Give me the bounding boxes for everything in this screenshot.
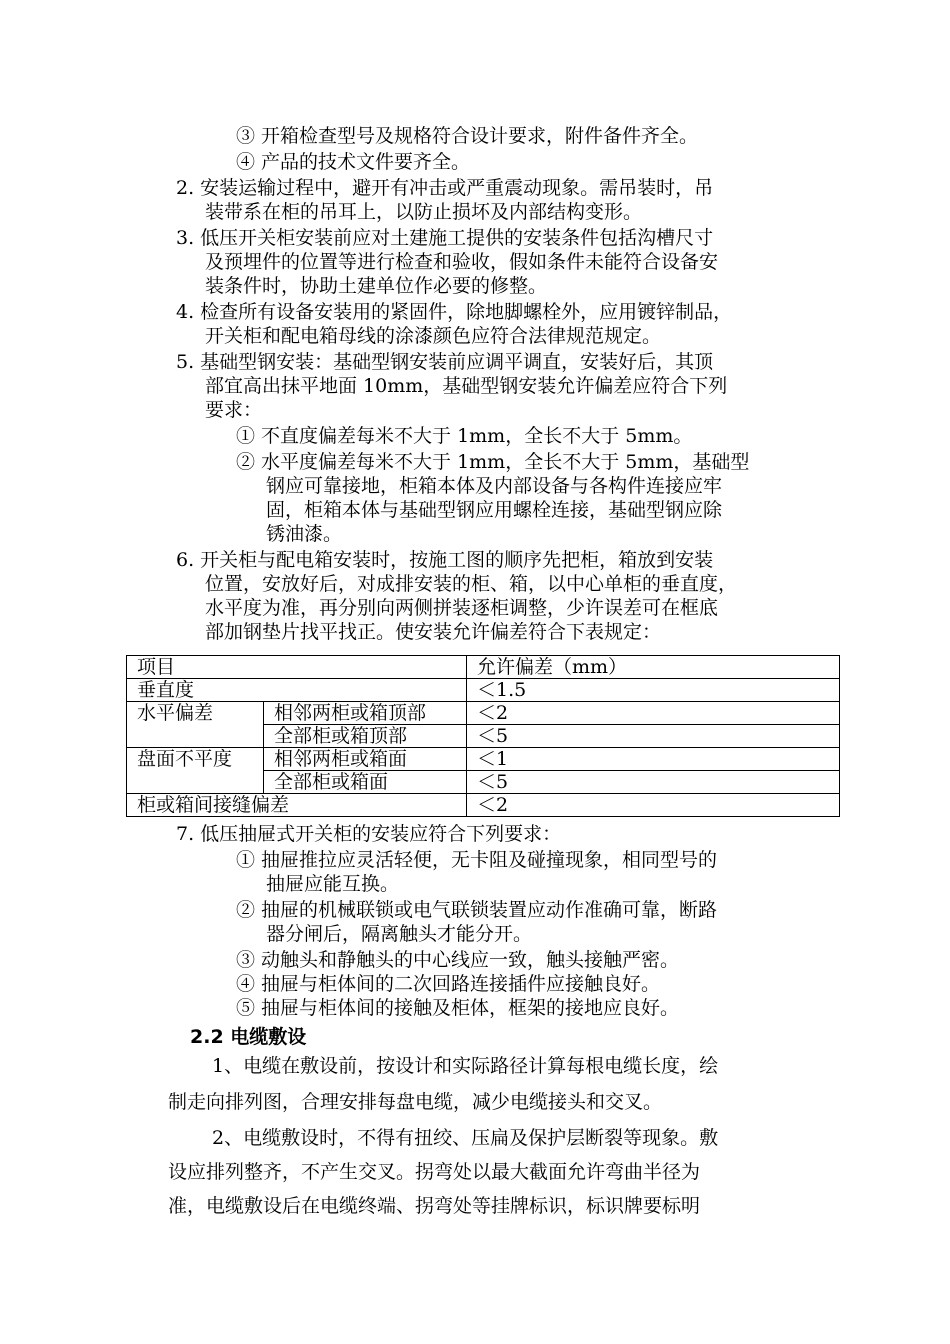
table-row	[127, 679, 840, 702]
list-item-5: 5. 基础型钢安装：基础型钢安装前应调平调直，安装好后，其顶	[176, 351, 714, 373]
table-cell: 全部柜或箱顶部	[264, 725, 467, 748]
table-cell: ＜1	[467, 748, 840, 771]
list-item-3-cont: 及预埋件的位置等进行检查和验收，假如条件未能符合设备安	[205, 251, 719, 273]
section-heading: 2.2 电缆敷设	[190, 1026, 307, 1048]
list-subitem: ② 水平度偏差每米不大于 1mm，全长不大于 5mm，基础型	[236, 451, 750, 473]
table-cell: 水平偏差	[127, 702, 264, 748]
table-cell: 柜或箱间接缝偏差	[127, 794, 467, 817]
list-item-7: 7. 低压抽屉式开关柜的安装应符合下列要求：	[176, 823, 562, 845]
paragraph-line: 2、电缆敷设时，不得有扭绞、压扁及保护层断裂等现象。敷	[212, 1127, 719, 1149]
table-cell: ＜2	[467, 702, 840, 725]
table-cell: 相邻两柜或箱面	[264, 748, 467, 771]
list-subitem: ⑤ 抽屉与柜体间的接触及柜体，框架的接地应良好。	[236, 997, 680, 1019]
list-item-3-cont: 装条件时，协助土建单位作必要的修整。	[205, 275, 548, 297]
table-header-cell: 项目	[127, 656, 467, 679]
table-cell: 全部柜或箱面	[264, 771, 467, 794]
table-cell: 相邻两柜或箱顶部	[264, 702, 467, 725]
list-subitem: ③ 动触头和静触头的中心线应一致，触头接触严密。	[236, 949, 680, 971]
list-subitem: ② 抽屉的机械联锁或电气联锁装置应动作准确可靠，断路	[236, 899, 718, 921]
list-subitem-cont: 锈油漆。	[266, 523, 343, 545]
list-item-4: 4. 检查所有设备安装用的紧固件，除地脚螺栓外，应用镀锌制品，	[176, 301, 733, 323]
paragraph-line: 1、电缆在敷设前，按设计和实际路径计算每根电缆长度，绘	[212, 1055, 719, 1077]
paragraph-line: 制走向排列图，合理安排每盘电缆，减少电缆接头和交叉。	[168, 1091, 663, 1113]
table-row	[127, 794, 840, 817]
list-item-5-cont: 要求：	[205, 399, 263, 421]
table-cell: ＜1.5	[467, 679, 840, 702]
list-item-5-cont: 部宜高出抹平地面 10mm，基础型钢安装允许偏差应符合下列	[205, 375, 728, 397]
list-item-2-cont: 装带系在柜的吊耳上，以防止损坏及内部结构变形。	[205, 201, 643, 223]
paragraph-line: 设应排列整齐，不产生交叉。拐弯处以最大截面允许弯曲半径为	[168, 1161, 701, 1183]
list-item-6-cont: 水平度为准，再分别向两侧拼装逐柜调整，少许误差可在框底	[205, 597, 719, 619]
table-row	[127, 656, 840, 679]
list-item-6-cont: 部加钢垫片找平找正。使安装允许偏差符合下表规定：	[205, 621, 662, 643]
list-subitem-cont: 器分闸后，隔离触头才能分开。	[266, 923, 533, 945]
table-row	[127, 748, 840, 771]
list-item-4-cont: 开关柜和配电箱母线的涂漆颜色应符合法律规范规定。	[205, 325, 662, 347]
table-cell: ＜5	[467, 725, 840, 748]
paragraph-line: 准，电缆敷设后在电缆终端、拐弯处等挂牌标识，标识牌要标明	[168, 1195, 701, 1217]
table-header-cell: 允许偏差（mm）	[467, 656, 840, 679]
table-cell: 盘面不平度	[127, 748, 264, 794]
list-item-6: 6. 开关柜与配电箱安装时，按施工图的顺序先把柜，箱放到安装	[176, 549, 714, 571]
table-cell: ＜2	[467, 794, 840, 817]
list-subitem: ① 抽屉推拉应灵活轻便，无卡阻及碰撞现象，相同型号的	[236, 849, 718, 871]
list-item-6-cont: 位置，安放好后，对成排安装的柜、箱，以中心单柜的垂直度，	[205, 573, 738, 595]
list-subitem: ④ 抽屉与柜体间的二次回路连接插件应接触良好。	[236, 973, 661, 995]
table-cell: 垂直度	[127, 679, 467, 702]
table-row	[127, 702, 840, 725]
list-subitem-cont: 钢应可靠接地，柜箱本体及内部设备与各构件连接应牢	[266, 475, 723, 497]
tolerance-table	[126, 655, 840, 817]
list-subitem: ① 不直度偏差每米不大于 1mm，全长不大于 5mm。	[236, 425, 693, 447]
list-subitem-cont: 抽屉应能互换。	[266, 873, 400, 895]
list-subitem-cont: 固，柜箱本体与基础型钢应用螺栓连接，基础型钢应除	[266, 499, 723, 521]
list-item: ③ 开箱检查型号及规格符合设计要求，附件备件齐全。	[236, 125, 699, 147]
list-item-2: 2. 安装运输过程中，避开有冲击或严重震动现象。需吊装时，吊	[176, 177, 714, 199]
list-item-3: 3. 低压开关柜安装前应对土建施工提供的安装条件包括沟槽尺寸	[176, 227, 714, 249]
table-cell: ＜5	[467, 771, 840, 794]
list-item: ④ 产品的技术文件要齐全。	[236, 151, 471, 173]
